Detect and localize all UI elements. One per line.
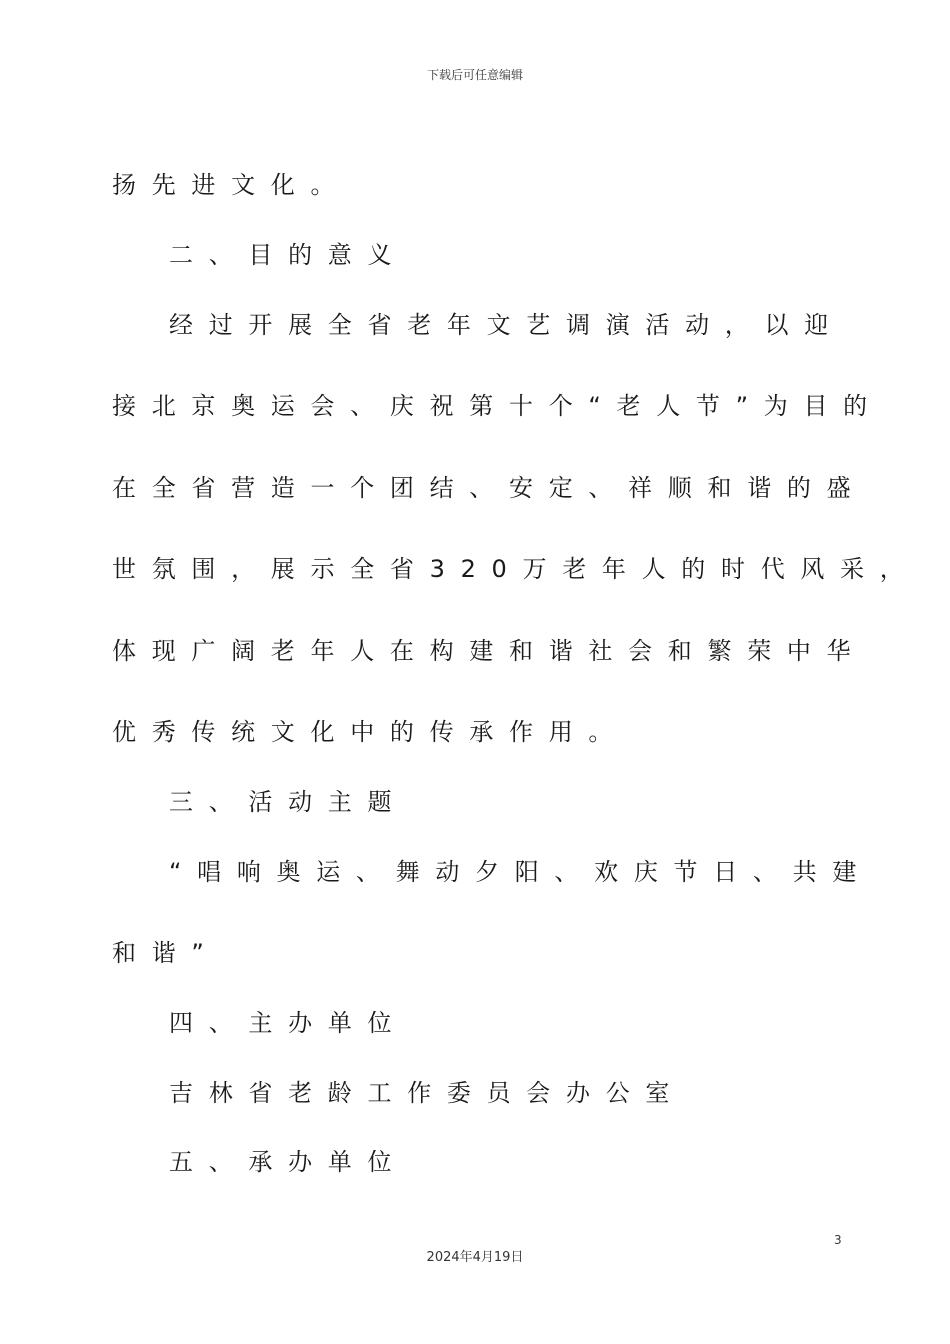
body-line-7: 体现广阔老年人在构建和谐社会和繁荣中华 bbox=[112, 637, 867, 665]
section-heading-organizer: 四、主办单位 bbox=[169, 1009, 408, 1037]
body-line-11: 和谐” bbox=[112, 939, 220, 967]
body-line-5: 在全省营造一个团结、安定、祥顺和谐的盛 bbox=[112, 474, 867, 502]
body-line-6: 世氛围，展示全省320万老年人的时代风采， bbox=[112, 555, 920, 583]
footer-date: 2024年4月19日 bbox=[426, 1250, 524, 1265]
page-header: 下载后可任意编辑 bbox=[426, 68, 523, 82]
section-heading-purpose: 二、目的意义 bbox=[169, 241, 408, 269]
body-line-4: 接北京奥运会、庆祝第十个“老人节”为目的 bbox=[112, 392, 883, 420]
body-line-1: 扬先进文化。 bbox=[112, 171, 351, 199]
body-line-3: 经过开展全省老年文艺调演活动，以迎 bbox=[169, 311, 844, 339]
body-line-13: 吉林省老龄工作委员会办公室 bbox=[169, 1079, 686, 1107]
section-heading-theme: 三、活动主题 bbox=[169, 788, 408, 816]
section-heading-host: 五、承办单位 bbox=[169, 1148, 408, 1176]
body-line-10: “唱响奥运、舞动夕阳、欢庆节日、共建 bbox=[169, 858, 873, 886]
page-number: 3 bbox=[834, 1233, 842, 1247]
body-line-8: 优秀传统文化中的传承作用。 bbox=[112, 718, 629, 746]
